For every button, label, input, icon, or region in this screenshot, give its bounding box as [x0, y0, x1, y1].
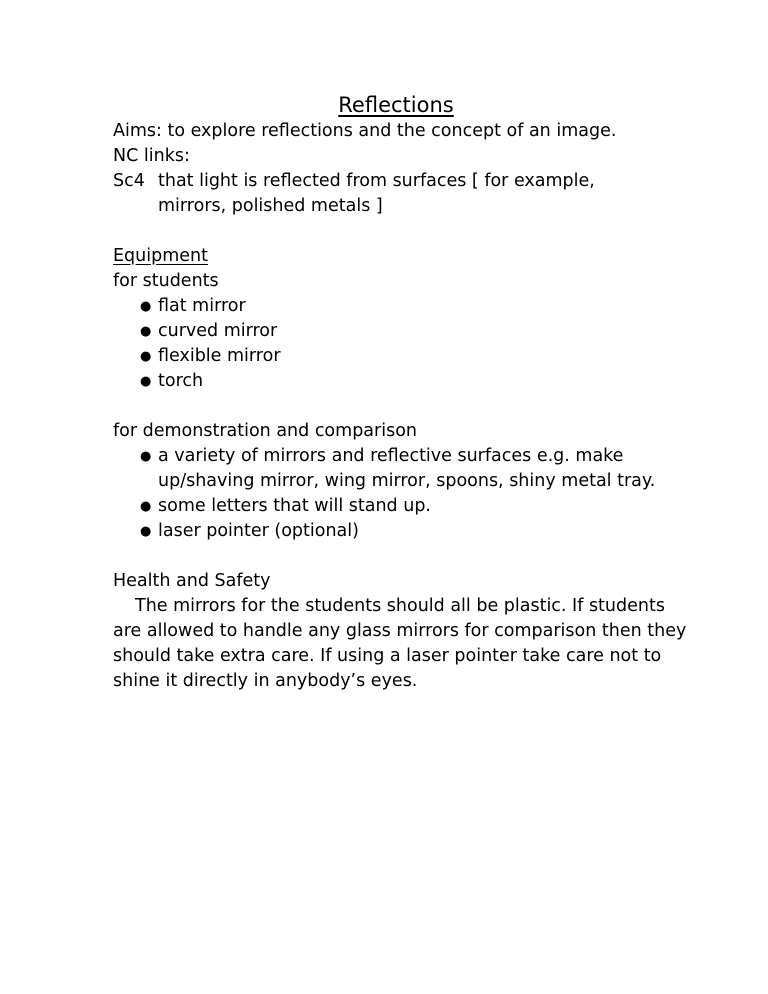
health-safety-paragraph [113, 594, 687, 694]
demo-heading: for demonstration and comparison [113, 421, 417, 441]
paragraph-line: should take extra care. If using a laser pointer take care not to [113, 646, 662, 666]
equipment-heading: Equipment [113, 246, 208, 266]
bullet-icon: ● [140, 449, 152, 464]
bullet-icon: ● [140, 299, 152, 314]
list-item: ● a variety of mirrors and reflective surfaces e.g. make up/shaving mirror, wing mirror, spoons, shiny metal tray. [140, 446, 656, 491]
spacer [113, 219, 673, 244]
nc-link-text-line1: that light is reflected from surfaces [ for example, [158, 171, 595, 191]
paragraph-line: shine it directly in anybody’s eyes. [113, 671, 418, 691]
page-title: Reflections [338, 93, 454, 117]
spacer [113, 544, 673, 569]
nc-link-text-line2: mirrors, polished metals ] [158, 196, 383, 216]
list-item: ● laser pointer (optional) [136, 519, 673, 544]
bullet-icon: ● [140, 349, 152, 364]
health-safety-heading: Health and Safety [113, 571, 271, 591]
demo-equipment-list [113, 444, 673, 544]
spacer [113, 394, 673, 419]
list-item: ● torch [136, 369, 673, 394]
paragraph-line: are allowed to handle any glass mirrors for comparison then they [113, 621, 687, 641]
list-item: ● flat mirror [136, 294, 673, 319]
document-content [113, 91, 687, 694]
list-item: ● some letters that will stand up. [136, 494, 673, 519]
bullet-icon: ● [140, 324, 152, 339]
bullet-icon: ● [140, 499, 152, 514]
aims-text: Aims: to explore reflections and the concept of an image. [113, 121, 617, 141]
list-item: ● flexible mirror [136, 344, 673, 369]
list-item: ● curved mirror [136, 319, 673, 344]
nc-code: Sc4 [113, 171, 145, 191]
bullet-icon: ● [140, 524, 152, 539]
nc-links-heading: NC links: [113, 146, 190, 166]
nc-link-row [113, 169, 673, 194]
students-equipment-list [113, 294, 673, 394]
paragraph-line: The mirrors for the students should all be plastic. If students [135, 596, 665, 616]
students-heading: for students [113, 271, 219, 291]
bullet-icon: ● [140, 374, 152, 389]
